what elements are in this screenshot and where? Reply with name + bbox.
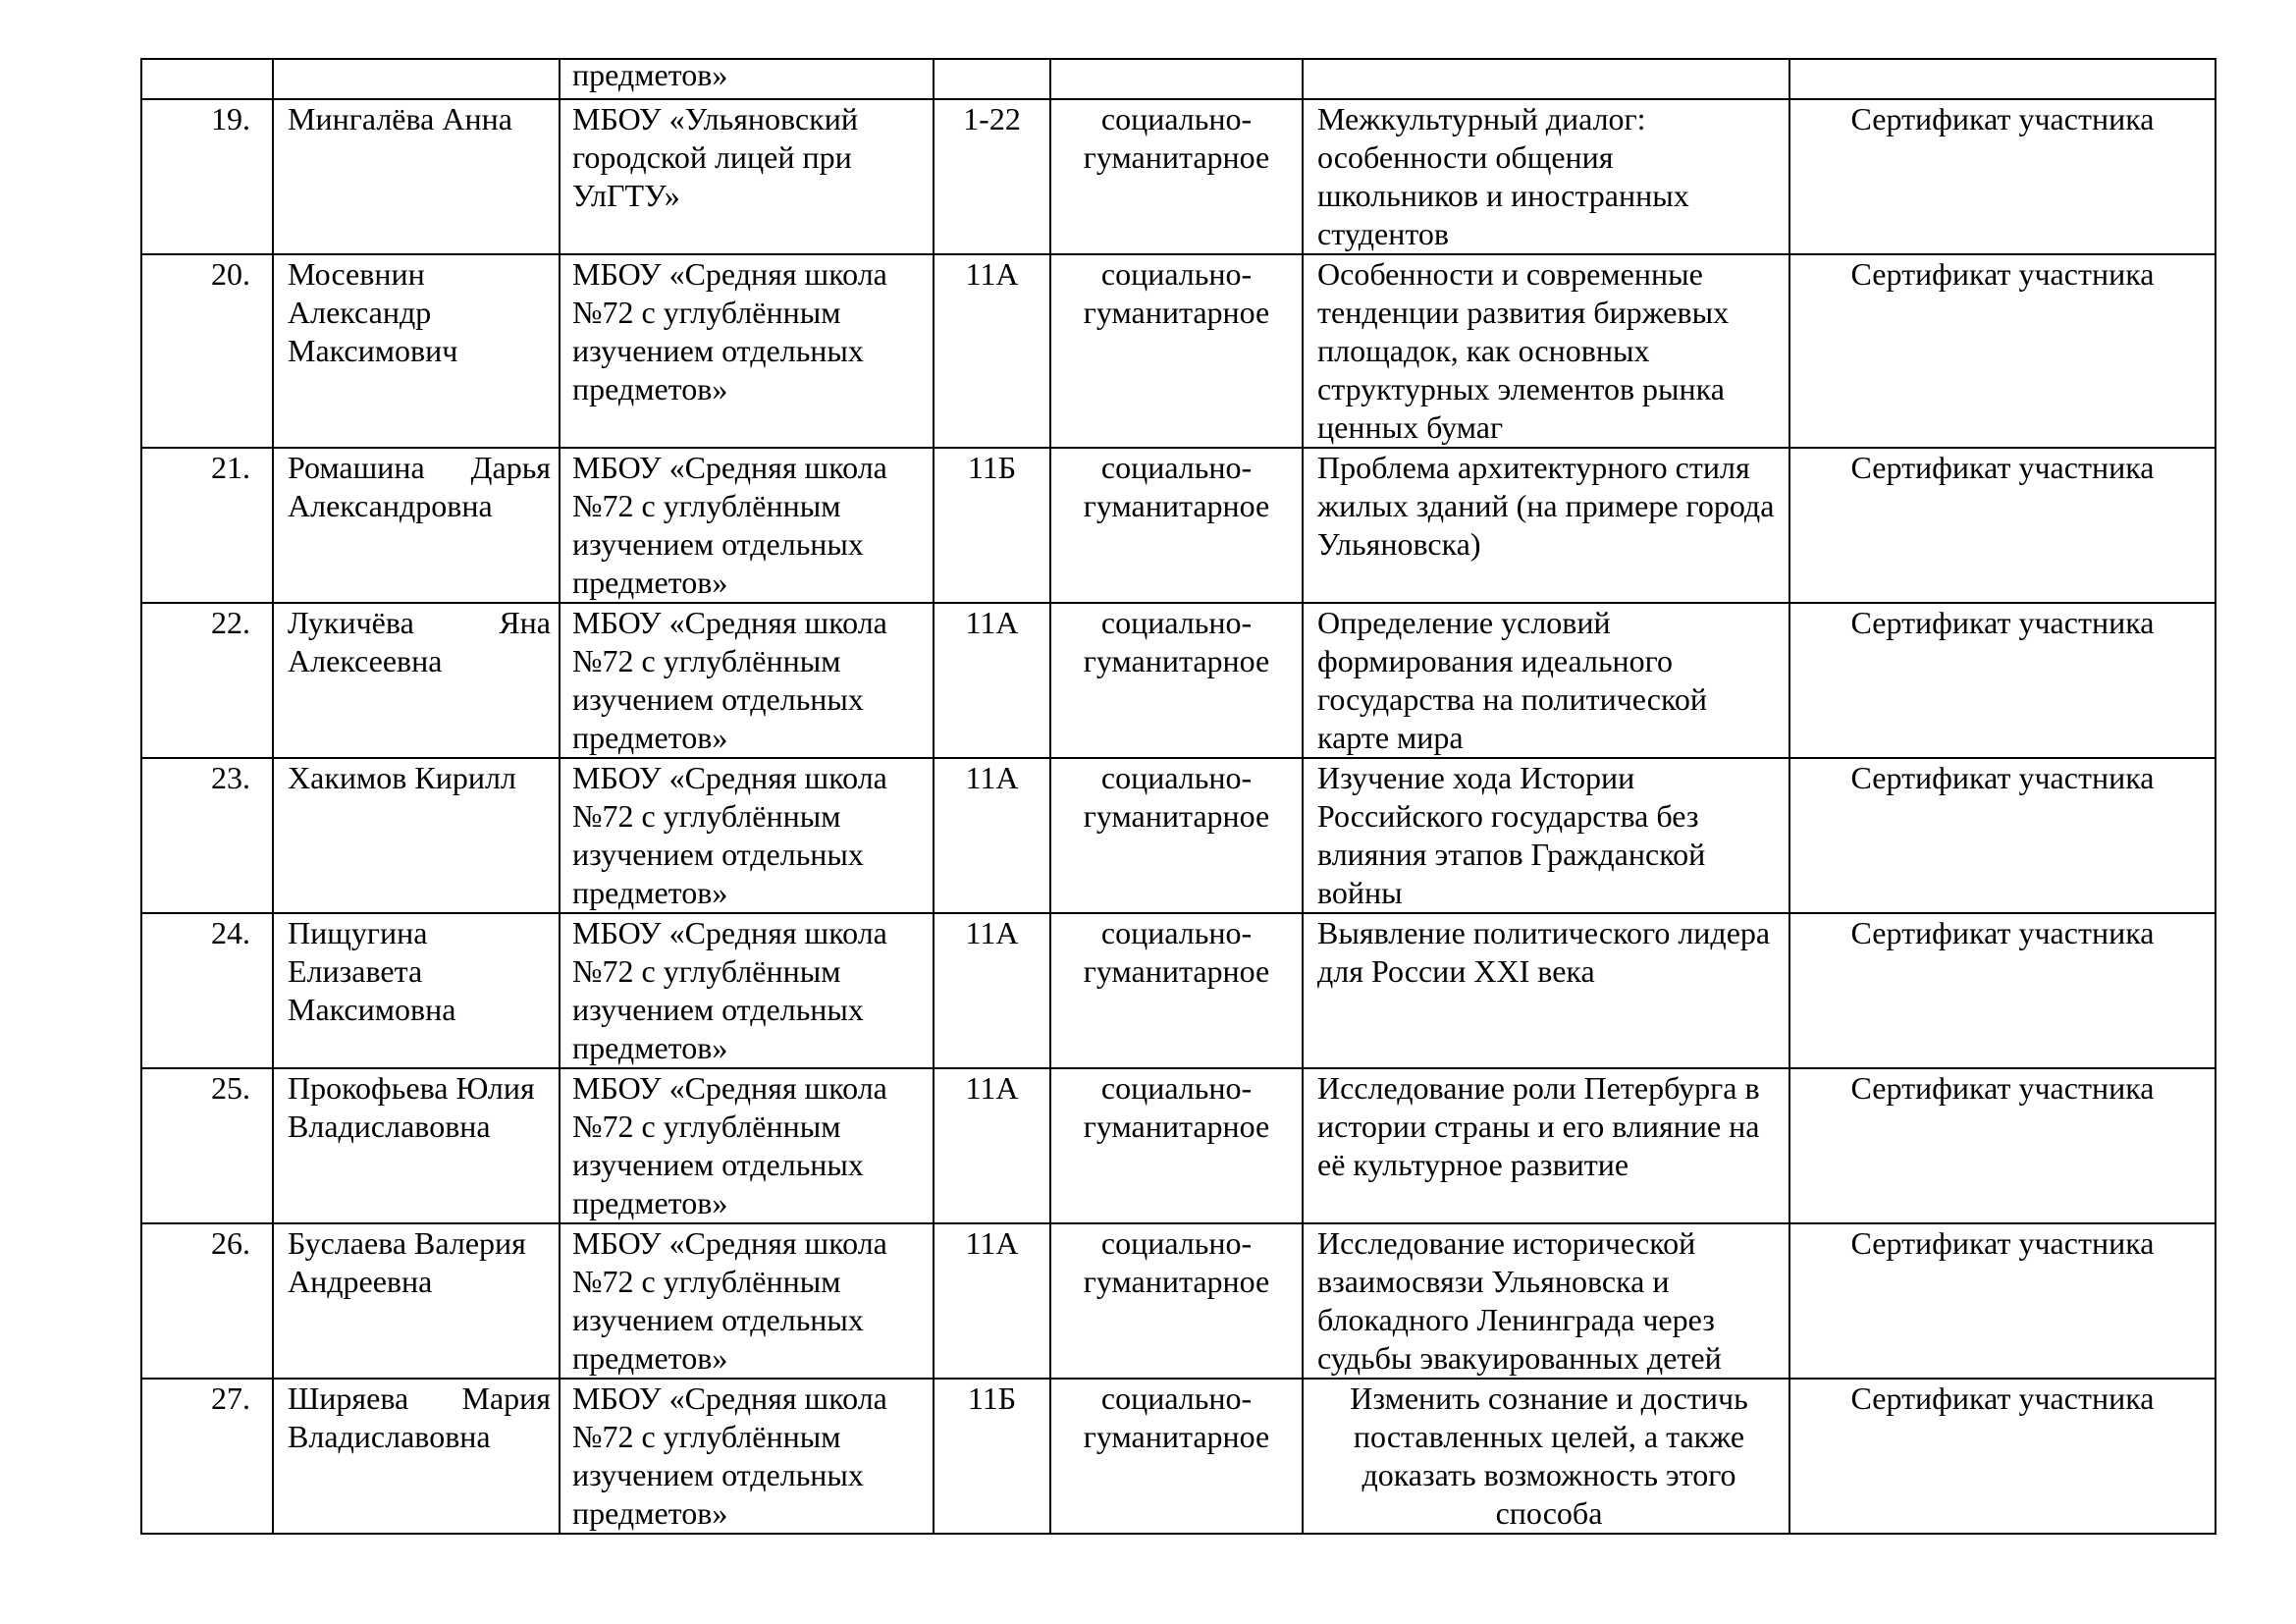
cell-result: Сертификат участника [1789, 448, 2216, 603]
cell-topic [1303, 59, 1789, 99]
cell-name: Мосевнин Александр Максимович [273, 254, 560, 448]
cell-result [1789, 59, 2216, 99]
participants-table [140, 58, 2216, 1535]
cell-school: МБОУ «Средняя школа №72 с углублённым изучением отдельных предметов» [560, 603, 934, 758]
cell-school: МБОУ «Средняя школа №72 с углублённым изучением отдельных предметов» [560, 254, 934, 448]
cell-direction: социально-гуманитарное [1050, 1379, 1303, 1534]
cell-num: 27. [141, 1379, 273, 1534]
table-row [141, 913, 2216, 1068]
table-row [141, 603, 2216, 758]
cell-school-text: предметов» [572, 59, 728, 92]
cell-school [560, 59, 934, 99]
cell-num: 21. [141, 448, 273, 603]
cell-num: 25. [141, 1068, 273, 1223]
cell-class: 11А [934, 254, 1050, 448]
cell-class: 11Б [934, 1379, 1050, 1534]
cell-name [273, 59, 560, 99]
cell-direction: социально-гуманитарное [1050, 1223, 1303, 1379]
cell-result: Сертификат участника [1789, 603, 2216, 758]
cell-school: МБОУ «Средняя школа №72 с углублённым изучением отдельных предметов» [560, 1379, 934, 1534]
cell-num: 19. [141, 99, 273, 254]
cell-name: Хакимов Кирилл [273, 758, 560, 913]
cell-topic: Исследование роли Петербурга в истории страны и его влияние на её культурное развитие [1303, 1068, 1789, 1223]
table-row-continuation [141, 59, 2216, 99]
cell-name: Прокофьева Юлия Владиславовна [273, 1068, 560, 1223]
cell-topic: Межкультурный диалог: особенности общения школьников и иностранных студентов [1303, 99, 1789, 254]
cell-topic: Проблема архитектурного стиля жилых зданий (на примере города Ульяновска) [1303, 448, 1789, 603]
cell-topic: Изучение хода Истории Российского государства без влияния этапов Гражданской войны [1303, 758, 1789, 913]
cell-school: МБОУ «Ульяновский городской лицей при УлГТУ» [560, 99, 934, 254]
cell-topic: Изменить сознание и достичь поставленных целей, а также доказать возможность этого способа [1303, 1379, 1789, 1534]
cell-result: Сертификат участника [1789, 1379, 2216, 1534]
cell-num: 24. [141, 913, 273, 1068]
cell-topic: Особенности и современные тенденции развития биржевых площадок, как основных структурных элементов рынка ценных бумаг [1303, 254, 1789, 448]
cell-direction: социально-гуманитарное [1050, 448, 1303, 603]
cell-result: Сертификат участника [1789, 1223, 2216, 1379]
cell-result: Сертификат участника [1789, 758, 2216, 913]
cell-class: 1-22 [934, 99, 1050, 254]
cell-direction: социально-гуманитарное [1050, 99, 1303, 254]
cell-direction: социально-гуманитарное [1050, 1068, 1303, 1223]
cell-name: Буслаева Валерия Андреевна [273, 1223, 560, 1379]
cell-school: МБОУ «Средняя школа №72 с углублённым изучением отдельных предметов» [560, 1223, 934, 1379]
table-row [141, 1379, 2216, 1534]
cell-school: МБОУ «Средняя школа №72 с углублённым изучением отдельных предметов» [560, 1068, 934, 1223]
table-row [141, 1068, 2216, 1223]
table-row [141, 99, 2216, 254]
table-row [141, 758, 2216, 913]
cell-school: МБОУ «Средняя школа №72 с углублённым изучением отдельных предметов» [560, 758, 934, 913]
cell-name: Пищугина Елизавета Максимовна [273, 913, 560, 1068]
cell-class: 11А [934, 1068, 1050, 1223]
cell-class: 11А [934, 1223, 1050, 1379]
cell-school: МБОУ «Средняя школа №72 с углублённым изучением отдельных предметов» [560, 913, 934, 1068]
cell-result: Сертификат участника [1789, 99, 2216, 254]
cell-num: 26. [141, 1223, 273, 1379]
cell-name: Ромашина Дарья Александровна [273, 448, 560, 603]
cell-num: 22. [141, 603, 273, 758]
table-row [141, 1223, 2216, 1379]
cell-class [934, 59, 1050, 99]
cell-topic: Выявление политического лидера для России XXI века [1303, 913, 1789, 1068]
cell-name: Ширяева Мария Владиславовна [273, 1379, 560, 1534]
cell-result: Сертификат участника [1789, 913, 2216, 1068]
cell-topic: Исследование исторической взаимосвязи Ульяновска и блокадного Ленинграда через судьбы эвакуированных детей [1303, 1223, 1789, 1379]
table-row [141, 254, 2216, 448]
cell-school: МБОУ «Средняя школа №72 с углублённым изучением отдельных предметов» [560, 448, 934, 603]
cell-direction: социально-гуманитарное [1050, 254, 1303, 448]
cell-class: 11Б [934, 448, 1050, 603]
cell-direction: социально-гуманитарное [1050, 603, 1303, 758]
table-row [141, 448, 2216, 603]
cell-result: Сертификат участника [1789, 1068, 2216, 1223]
cell-result: Сертификат участника [1789, 254, 2216, 448]
cell-topic: Определение условий формирования идеального государства на политической карте мира [1303, 603, 1789, 758]
cell-direction: социально-гуманитарное [1050, 758, 1303, 913]
cell-class: 11А [934, 758, 1050, 913]
cell-class: 11А [934, 913, 1050, 1068]
cell-num: 20. [141, 254, 273, 448]
cell-num [141, 59, 273, 99]
cell-class: 11А [934, 603, 1050, 758]
cell-name: Лукичёва Яна Алексеевна [273, 603, 560, 758]
cell-name: Мингалёва Анна [273, 99, 560, 254]
cell-num: 23. [141, 758, 273, 913]
cell-direction [1050, 59, 1303, 99]
cell-direction: социально-гуманитарное [1050, 913, 1303, 1068]
